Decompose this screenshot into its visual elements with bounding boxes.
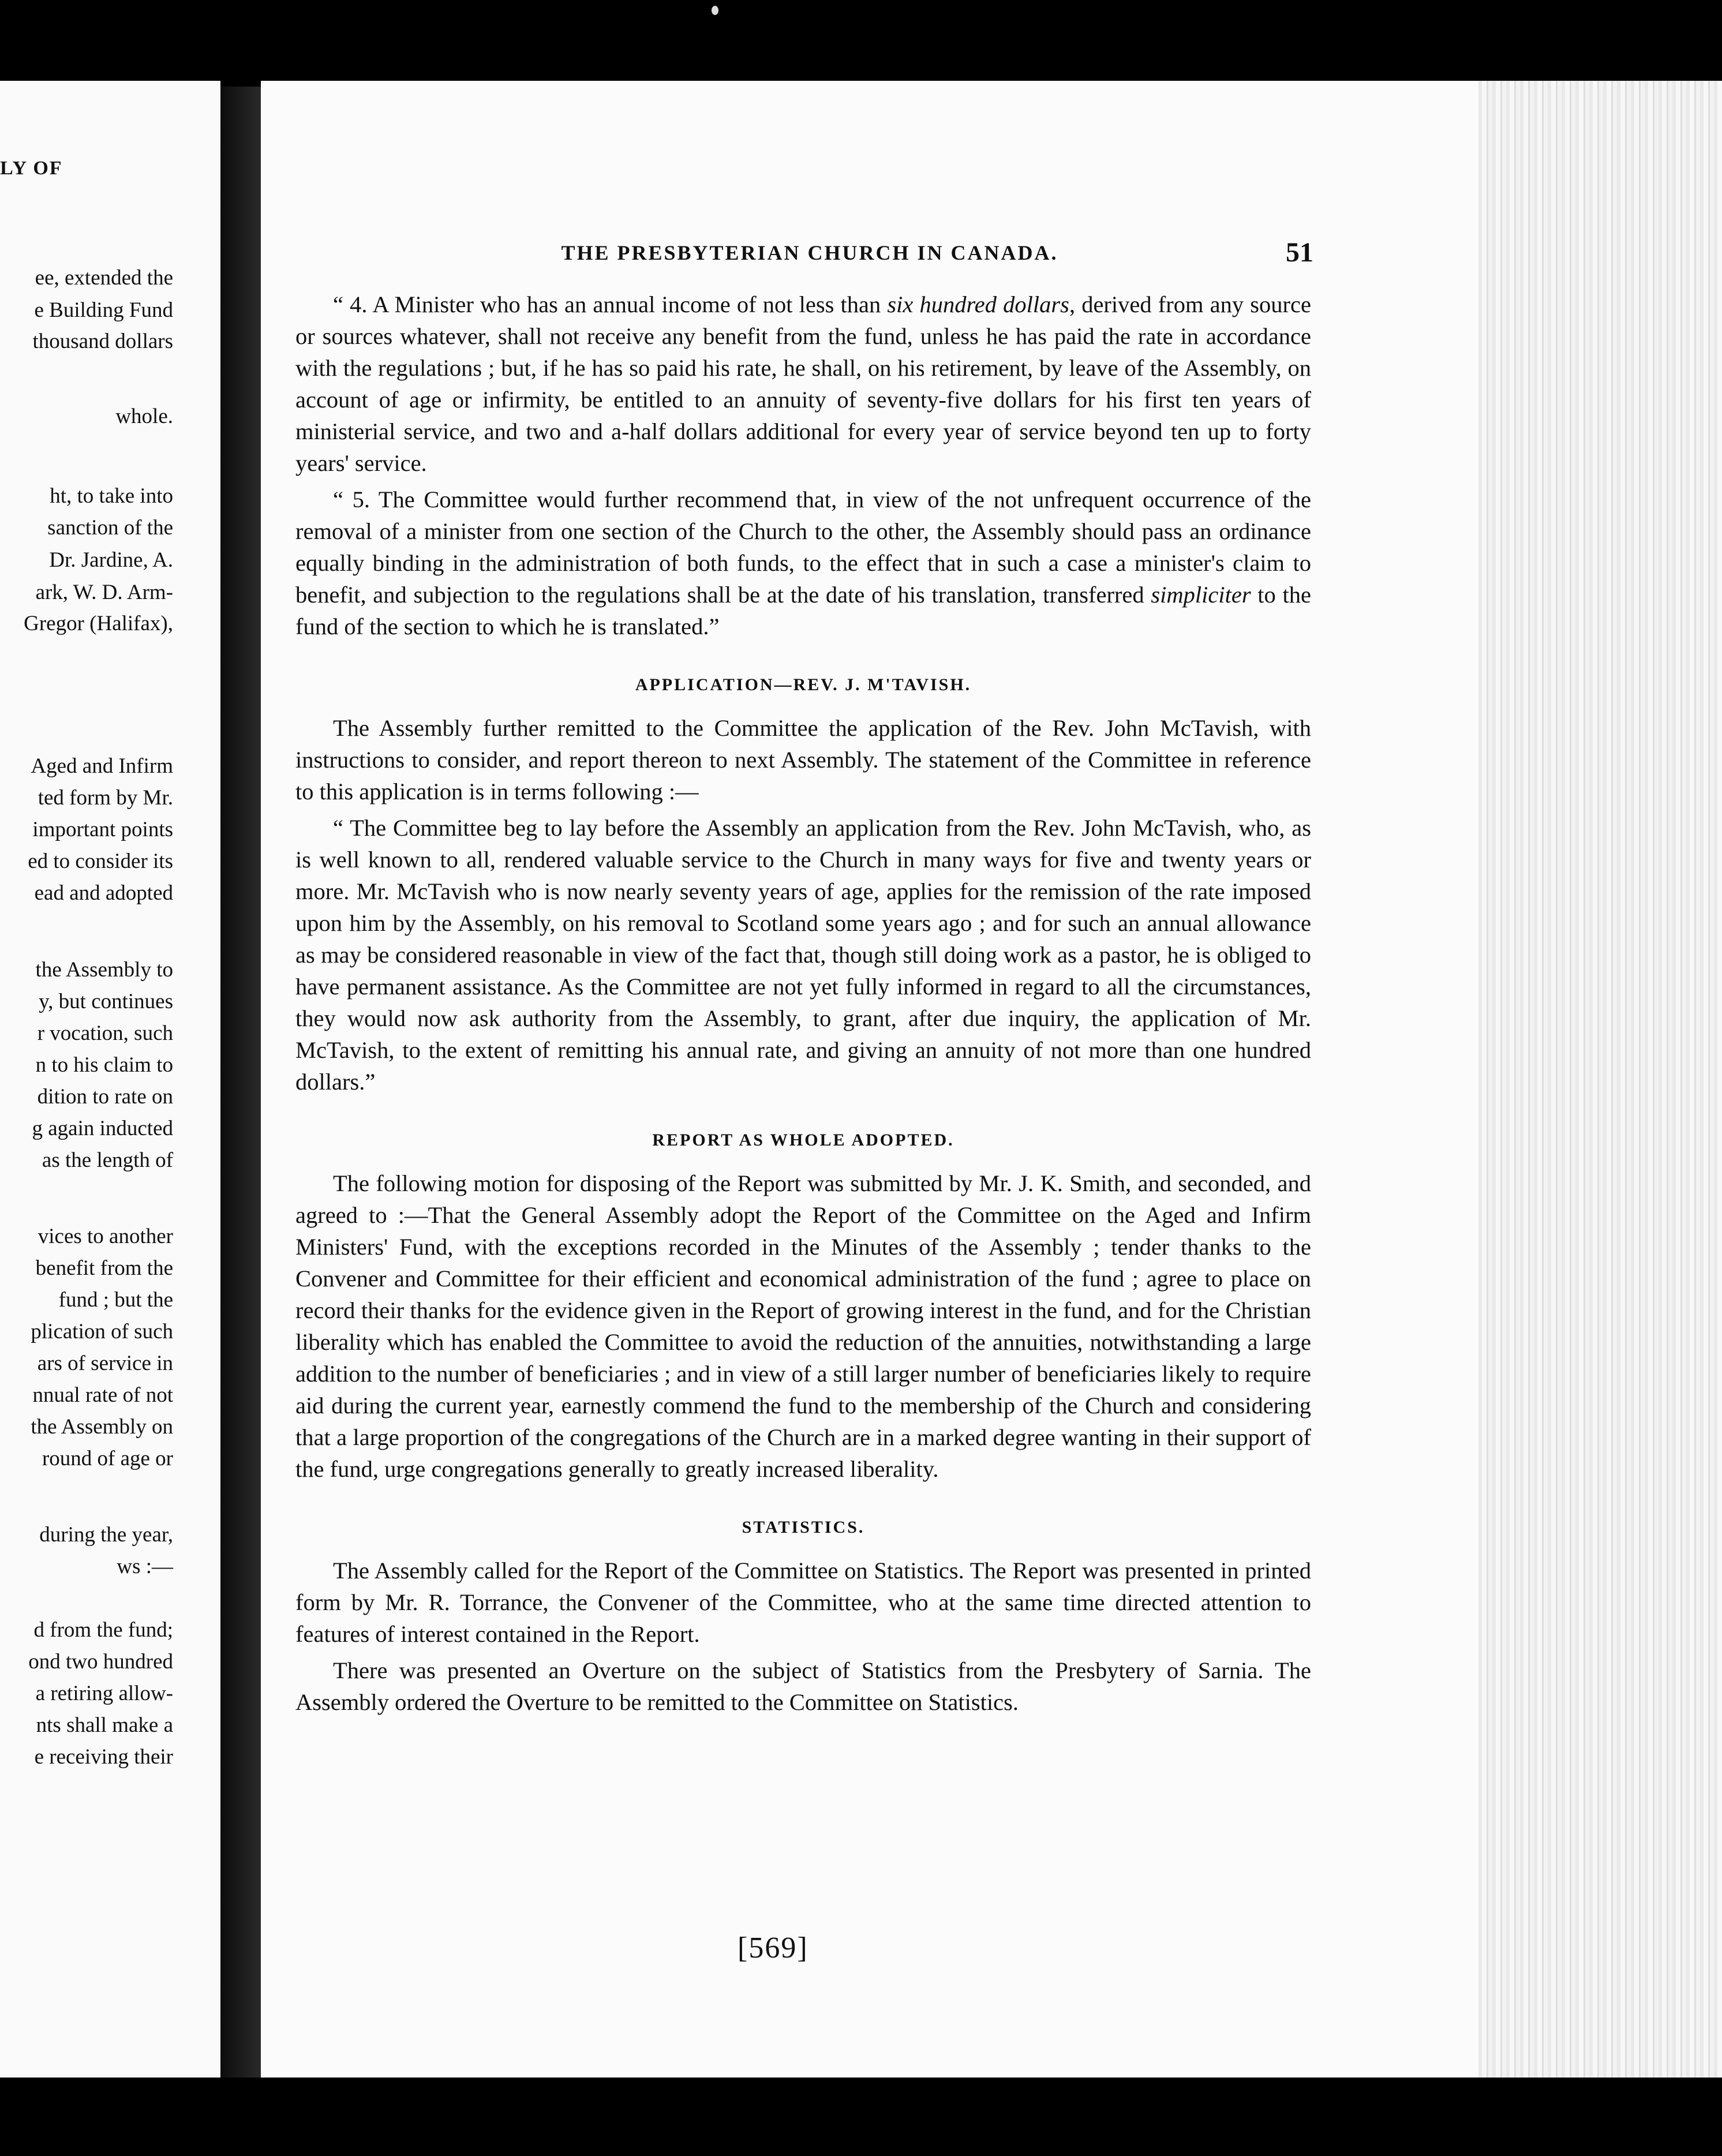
left-page-line: d from the fund; xyxy=(33,1618,173,1642)
left-page-line: e Building Fund xyxy=(34,298,173,322)
left-page-line: y, but continues xyxy=(39,990,173,1013)
left-page-line: the Assembly on xyxy=(31,1415,173,1439)
paragraph-rule-5: “ 5. The Committee would further recommend that, in view of the not unfrequent occurrence of the removal of a minister from one section of the Church to the other, the Assembly should pass an ordinance equally binding in the administration of both funds, to the effect that in such a case a minister's claim to benefit, and subjection to the regulations shall be at the date of his translation, transferred simpliciter to the fund of the section to which he is translated.” xyxy=(295,486,1311,639)
paragraph-statistics-report: The Assembly called for the Report of the Committee on Statistics. The Report was presented in printed form by Mr. R. Torrance, the Convener of the Committee, who at the same time directed attention to features of interest contained in the Report. xyxy=(295,1558,1311,1647)
left-page-line: during the year, xyxy=(39,1523,173,1547)
dust-speck xyxy=(712,6,718,15)
paragraph-application: The Assembly further remitted to the Committee the application of the Rev. John McTavish, with instructions to consider, and report thereon to next Assembly. The statement of the Committee in reference to this application is in terms following :— xyxy=(295,715,1311,804)
left-page-line: the Assembly to xyxy=(35,958,173,982)
left-page-line: r vocation, such xyxy=(37,1021,173,1045)
left-page-line: g again inducted xyxy=(32,1117,173,1140)
left-page-line: Aged and Infirm xyxy=(31,754,173,778)
page-edges xyxy=(1478,81,1722,2078)
left-page-line: e receiving their xyxy=(34,1745,173,1769)
paragraph-overture: There was presented an Overture on the subject of Statistics from the Presbytery of Sarnia. The Assembly ordered the Overture to be remitted to the Committee on Statistics. xyxy=(295,1657,1311,1715)
body-text xyxy=(295,289,1311,1723)
left-page-line: whole. xyxy=(115,405,173,428)
left-page-line: ht, to take into xyxy=(50,484,173,508)
left-page-line: thousand dollars xyxy=(32,330,173,353)
section-heading-application: APPLICATION—REV. J. M'TAVISH. xyxy=(635,675,972,694)
paragraph-committee-statement: “ The Committee beg to lay before the Assembly an application from the Rev. John McTavish, who, as is well known to all, rendered valuable service to the Church in many ways for five and twenty years or more. Mr. McTavish who is now nearly seventy years of age, applies for the remission of the rate imposed upon him by the Assembly, on his removal to Scotland some years ago ; and for such an annual allowance as may be considered reasonable in view of the fact that, though still doing work as a pastor, he is obliged to have permanent assistance. As the Committee are not yet fully informed in regard to all the circumstances, they would now ask authority from the Assembly, to grant, after due inquiry, the application of Mr. McTavish, to the extent of remitting his annual rate, and giving an annuity of not more than one hundred dollars.” xyxy=(295,815,1311,1095)
left-page-line: nnual rate of not xyxy=(32,1383,173,1407)
page-number: 51 xyxy=(1286,237,1313,268)
left-page-line: ark, W. D. Arm- xyxy=(35,581,173,604)
left-page-line: nts shall make a xyxy=(36,1713,173,1737)
left-page-line: benefit from the xyxy=(35,1256,173,1280)
left-page-line: ee, extended the xyxy=(35,266,173,290)
left-page-line: Dr. Jardine, A. xyxy=(49,548,173,572)
left-page-line: dition to rate on xyxy=(37,1085,173,1109)
left-page-line: ond two hundred xyxy=(28,1650,173,1674)
italic-amount: six hundred dollars xyxy=(887,291,1069,317)
left-page-line: n to his claim to xyxy=(35,1053,173,1077)
left-page-line: Gregor (Halifax), xyxy=(24,612,173,635)
folio-number: [569] xyxy=(738,1932,808,1964)
section-heading-statistics: STATISTICS. xyxy=(742,1518,865,1537)
left-page-line: ws :— xyxy=(117,1555,173,1578)
left-page xyxy=(0,81,220,2078)
left-page-line: ted form by Mr. xyxy=(38,786,173,810)
italic-simpliciter: simpliciter xyxy=(1151,582,1251,608)
left-page-line: ed to consider its xyxy=(28,849,173,873)
left-page-line: plication of such xyxy=(31,1320,173,1343)
left-page-line: sanction of the xyxy=(47,516,173,540)
paragraph-motion: The following motion for disposing of the Report was submitted by Mr. J. K. Smith, and seconded, and agreed to :—That the General Assembly adopt the Report of the Committee on the Aged and Infirm Ministers' Fund, with the exceptions recorded in the Minutes of the Assembly ; tender thanks to the Convener and Committee for their efficient and economical administration of the fund ; agree to place on record their thanks for the evidence given in the Report of growing interest in the fund, and for the Christian liberality which has enabled the Committee to avoid the reduction of the annuities, notwithstanding a large addition to the number of beneficiaries ; and in view of a still larger number of beneficiaries likely to require aid during the current year, earnestly commend the fund to the membership of the Church and considering that a large proportion of the congregations of the Church are in a marked degree wanting in their support of the fund, urge congregations generally to greatly increased liberality. xyxy=(295,1170,1311,1482)
left-page-line: fund ; but the xyxy=(58,1288,173,1312)
left-page-line: ead and adopted xyxy=(34,881,173,905)
left-page-line: important points xyxy=(32,818,173,841)
left-page-line: a retiring allow- xyxy=(35,1682,173,1705)
book-gutter xyxy=(220,87,261,2078)
left-page-line: ars of service in xyxy=(37,1352,173,1375)
left-page-line: LY OF xyxy=(0,158,63,179)
paragraph-rule-4: “ 4. A Minister who has an annual income of not less than six hundred dollars, derived from any source or sources whatever, shall not receive any benefit from the fund, unless he has paid the rate in accordance with the regulations ; but, if he has so paid his rate, he shall, on his retirement, by leave of the Assembly, on account of age or infirmity, be entitled to an annuity of seventy-five dollars for his first ten years of ministerial service, and two and a-half dollars additional for every year of service beyond ten up to forty years' service. xyxy=(295,291,1311,476)
left-page-line: round of age or xyxy=(42,1447,173,1470)
left-page-line: vices to another xyxy=(38,1225,173,1248)
section-heading-report-adopted: REPORT AS WHOLE ADOPTED. xyxy=(652,1131,954,1150)
running-head: THE PRESBYTERIAN CHURCH IN CANADA. xyxy=(561,241,1058,264)
left-page-line: as the length of xyxy=(42,1148,173,1172)
